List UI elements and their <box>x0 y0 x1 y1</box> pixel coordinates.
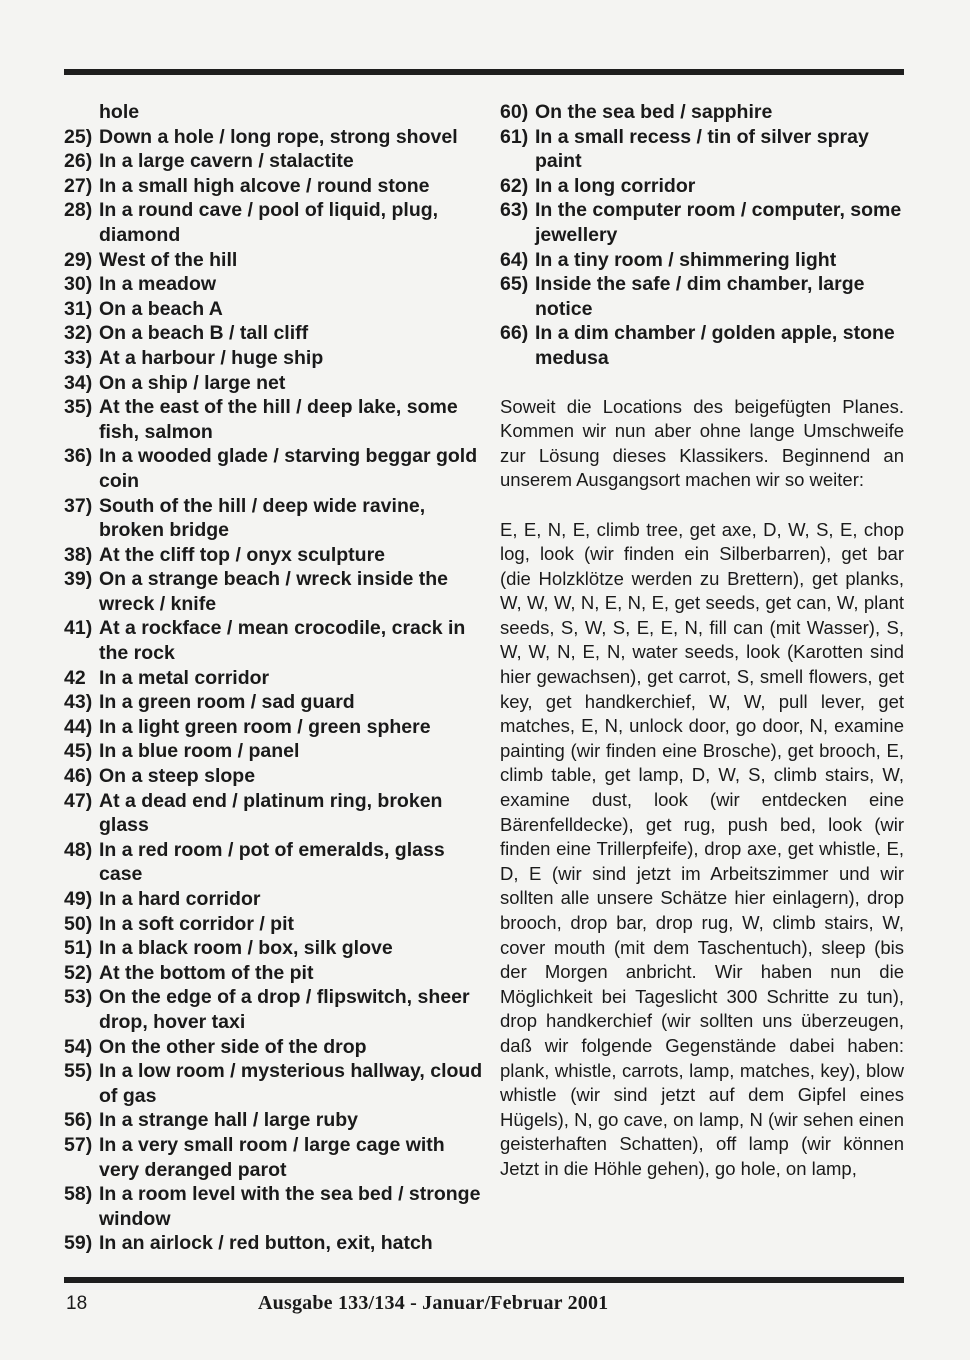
entry-text: In a wooded glade / starving beggar gold coin <box>99 445 478 492</box>
entry-text: In a small recess / tin of silver spray paint <box>535 125 869 173</box>
list-item <box>64 887 484 912</box>
entry-number: 50) <box>64 912 93 935</box>
list-item <box>64 912 484 937</box>
entry-number: 45) <box>64 740 93 763</box>
list-item <box>64 838 484 887</box>
list-item <box>64 666 484 691</box>
entry-number: 37) <box>64 494 93 517</box>
entry-text: At the cliff top / onyx sculpture <box>99 543 386 566</box>
entry-text: On a beach A <box>99 297 223 320</box>
entry-number: 36) <box>64 445 93 468</box>
list-item <box>64 764 484 789</box>
entry-text: On the other side of the drop <box>99 1035 367 1058</box>
entry-text: On a strange beach / wreck inside the wreck / knife <box>99 568 448 615</box>
header-rule <box>64 69 904 75</box>
entry-number: 59) <box>64 1232 93 1255</box>
page-number: 18 <box>66 1293 88 1314</box>
list-item <box>64 494 484 543</box>
entry-number: 54) <box>64 1035 93 1058</box>
entry-text: On a beach B / tall cliff <box>99 322 309 345</box>
entry-text: In a soft corridor / pit <box>99 912 295 935</box>
entry-text: At a rockface / mean crocodile, crack in the rock <box>99 617 466 665</box>
list-item <box>64 1231 484 1256</box>
entry-number: 25) <box>64 125 93 148</box>
list-item <box>64 961 484 986</box>
entry-text: In a small high alcove / round stone <box>99 174 430 197</box>
entry-number: 49) <box>64 888 93 910</box>
list-item <box>64 1108 484 1133</box>
entry-number: 28) <box>64 199 93 222</box>
entry-text: In a light green room / green sphere <box>99 715 431 738</box>
entry-number: 35) <box>64 396 93 419</box>
list-item <box>64 272 484 297</box>
entry-number: 43) <box>64 691 93 714</box>
intro-paragraph: Soweit die Locations des beigefügten Planes. Kommen wir nun aber ohne lange Umschweife zur Lösung dieses Klassikers. Beginnend an unserem Ausgangsort machen wir so weiter: <box>500 395 904 491</box>
entry-text: In an airlock / red button, exit, hatch <box>99 1232 433 1255</box>
entry-text: South of the hill / deep wide ravine, broken bridge <box>99 494 426 542</box>
entry-text: In a long corridor <box>535 174 696 197</box>
entry-number: 29) <box>64 248 93 271</box>
entry-number: 55) <box>64 1060 93 1083</box>
entry-text: On the edge of a drop / flipswitch, sheer drop, hover taxi <box>99 986 470 1033</box>
list-item <box>64 149 484 174</box>
list-item <box>64 174 484 199</box>
entry-number: 34) <box>64 371 93 394</box>
entry-text: In a meadow <box>99 273 217 296</box>
entry-number: 52) <box>64 961 93 984</box>
walkthrough-paragraph: E, E, N, E, climb tree, get axe, D, W, S, E, chop log, look (wir finden ein Silberbarren), get bar (die Holzklötze werden zu Brettern), get planks, W, W, W, N, E, N, E, get seeds, get can, W, plant seeds, S, W, S, E, E, N, fill can (mit Wasser), S, W, W, N, E, N, water seeds, look (Karotten sind hier gewachsen), get carrot, S, smell flowers, get key, get handkerchief, W, W, pull lever, get matches, E, N, unlock door, go door, N, examine painting (wir finden eine Brosche), get brooch, E, climb table, get lamp, D, W, S, climb stairs, W, examine dust, look (wir entdecken eine Bärenfelldecke), get rug, push bed, look (wir finden eine Trillerpfeife), drop axe, get whistle, E, D, E (wir sind jetzt im Arbeitszimmer und wir sollten alle unsere Schätze hier einlagern), drop brooch, drop bar, drop rug, W, climb stairs, W, cover mouth (mit dem Taschentuch), sleep (bis der Morgen anbricht. Wir haben nun die Möglichkeit bei Tageslicht 300 Schritte zu tun), drop handkerchief (wir sollten uns überzeugen, daß wir folgende Gegenstände dabei haben: plank, whistle, carrots, lamp, matches, key), blow whistle (wir sind jetzt auf dem Gipfel eines Hügels), N, go cave, on lamp, N (wir sehen einen geisterhaften Schatten), off lamp (wir können Jetzt in die Höhle gehen), go hole, on lamp, <box>500 518 904 1179</box>
entry-number: 44) <box>64 715 93 738</box>
entry-number: 46) <box>64 765 93 788</box>
list-item <box>500 125 904 174</box>
entry-number: 32) <box>64 322 93 345</box>
entry-number: 47) <box>64 789 93 812</box>
entry-number: 33) <box>64 346 93 369</box>
entry-number: 58) <box>64 1183 93 1206</box>
list-item <box>64 985 484 1034</box>
list-item <box>64 715 484 740</box>
entry-text: In a blue room / panel <box>99 740 300 763</box>
list-item <box>64 690 484 715</box>
list-item <box>64 1059 484 1108</box>
location-list-right <box>500 100 904 371</box>
list-item <box>500 248 904 273</box>
entry-text: In a metal corridor <box>99 666 270 689</box>
list-item <box>64 297 484 322</box>
entry-number: 51) <box>64 937 93 960</box>
entry-text: hole <box>99 101 140 123</box>
entry-text: In a red room / pot of emeralds, glass case <box>99 838 445 886</box>
list-item <box>500 321 904 370</box>
entry-text: At a harbour / huge ship <box>99 346 324 369</box>
list-item <box>64 198 484 247</box>
entry-number: 27) <box>64 174 93 197</box>
entry-number: 39) <box>64 568 93 591</box>
entry-text: In a round cave / pool of liquid, plug, diamond <box>99 199 439 246</box>
list-item <box>64 936 484 961</box>
entry-number: 66) <box>500 322 529 345</box>
entry-number: 31) <box>64 297 93 320</box>
entry-number: 63) <box>500 199 529 222</box>
list-item <box>64 444 484 493</box>
list-item <box>64 1133 484 1182</box>
entry-text: At the east of the hill / deep lake, some fish, salmon <box>99 396 458 443</box>
list-item <box>64 125 484 150</box>
entry-number: 62) <box>500 174 529 197</box>
entry-text: At a dead end / platinum ring, broken glass <box>99 789 443 837</box>
entry-number: 61) <box>500 125 529 148</box>
entry-text: In a tiny room / shimmering light <box>535 248 837 271</box>
list-item <box>500 272 904 321</box>
entry-number: 26) <box>64 150 93 173</box>
entry-text: In a hard corridor <box>99 888 261 910</box>
entry-number: 60) <box>500 101 529 123</box>
entry-number: 48) <box>64 838 93 861</box>
entry-text: In a low room / mysterious hallway, cloud of gas <box>99 1060 483 1107</box>
entry-text: In the computer room / computer, some jewellery <box>535 199 902 246</box>
list-item <box>500 174 904 199</box>
entry-text: At the bottom of the pit <box>99 961 314 984</box>
list-item <box>64 321 484 346</box>
entry-number: 53) <box>64 986 93 1009</box>
list-item <box>64 1035 484 1060</box>
entry-text: In a large cavern / stalactite <box>99 150 354 173</box>
right-column <box>500 100 904 1200</box>
entry-text: In a dim chamber / golden apple, stone medusa <box>535 322 895 369</box>
entry-text: In a very small room / large cage with very deranged parot <box>99 1133 445 1181</box>
entry-number: 65) <box>500 273 529 296</box>
entry-number: 42 <box>64 666 86 689</box>
entry-text: Down a hole / long rope, strong shovel <box>99 125 458 148</box>
entry-number: 30) <box>64 273 93 296</box>
issue-label: Ausgabe 133/134 - Januar/Februar 2001 <box>258 1292 609 1314</box>
entry-text: In a green room / sad guard <box>99 691 355 714</box>
entry-text: In a black room / box, silk glove <box>99 937 393 960</box>
list-item <box>64 395 484 444</box>
entry-number: 41) <box>64 617 93 640</box>
entry-number: 57) <box>64 1133 93 1156</box>
list-item <box>64 371 484 396</box>
entry-text: On a steep slope <box>99 765 256 788</box>
list-item <box>500 198 904 247</box>
footer-rule <box>64 1277 904 1283</box>
entry-number: 56) <box>64 1109 93 1132</box>
entry-text: On the sea bed / sapphire <box>535 101 773 123</box>
list-item <box>64 543 484 568</box>
list-item <box>64 739 484 764</box>
location-list-left <box>64 100 484 1256</box>
list-item <box>64 567 484 616</box>
list-item <box>64 100 484 125</box>
list-item <box>64 346 484 371</box>
list-item <box>64 1182 484 1231</box>
entry-text: On a ship / large net <box>99 371 286 394</box>
entry-number: 64) <box>500 248 529 271</box>
entry-text: In a strange hall / large ruby <box>99 1109 358 1132</box>
list-item <box>64 789 484 838</box>
entry-text: West of the hill <box>99 248 238 271</box>
list-item <box>64 248 484 273</box>
list-item <box>500 100 904 125</box>
entry-text: In a room level with the sea bed / stronge window <box>99 1183 481 1230</box>
entry-text: Inside the safe / dim chamber, large notice <box>535 273 865 320</box>
list-item <box>64 616 484 665</box>
entry-number: 38) <box>64 543 93 566</box>
